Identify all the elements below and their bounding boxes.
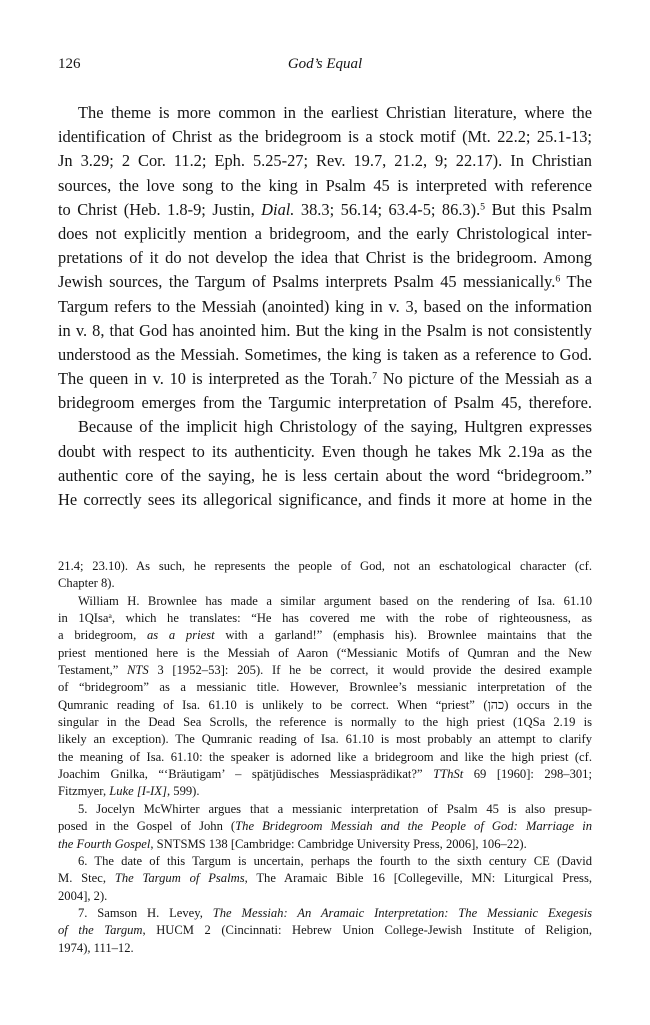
running-title: God’s Equal bbox=[287, 56, 363, 72]
footnote-line: 21.4; 23.10). As such, he represents the people of God, not an eschatological character (cf. bbox=[58, 559, 592, 573]
footnote-line: Qumranic reading of Isa. 61.10 is unlikely to be correct. When “priest” (כהן) occurs in the bbox=[58, 697, 592, 712]
body-line: Jewish sources, the Targum of Psalms interprets Psalm 45 messianically.$^6$ The bbox=[58, 272, 592, 292]
body-line: understood as the Messiah. Sometimes, the king is taken as a reference to God. bbox=[58, 344, 592, 364]
body-line: The theme is more common in the earliest Christian literature, where the bbox=[78, 103, 592, 122]
footnotes bbox=[58, 558, 592, 957]
footnote-line: 7. Samson H. Levey, The Messiah: An Aramaic Interpretation: The Messianic Exegesis bbox=[78, 905, 593, 920]
footnote-line: likely an exception). The Qumranic reading of Isa. 61.10 is most probably an attempt to clarify bbox=[58, 732, 592, 747]
body-line: to Christ (Heb. 1.8-9; Justin, Dial. 38.3; 56.14; 63.4-5; 86.3).$^5$ But this Psalm bbox=[58, 199, 592, 219]
footnote-line: Chapter 8). bbox=[58, 576, 115, 591]
footnote-line: singular in the Dead Sea Scrolls, the reference is normally to the high priest (1QSa 2.19 is bbox=[58, 715, 592, 730]
body-line: authentic core of the saying, he is less certain about the word “bridegroom.” bbox=[58, 465, 592, 485]
body-line: in v. 8, that God has anointed him. But the king in the Psalm is not consistently bbox=[58, 320, 592, 340]
footnote-line: M. Stec, The Targum of Psalms, The Aramaic Bible 16 [Collegeville, MN: Liturgical Press, bbox=[58, 871, 592, 886]
footnote-line: Testament,” NTS 3 [1952–53]: 205). If he be correct, it would provide the desired example bbox=[58, 663, 592, 678]
footnote-line: the Fourth Gospel, SNTSMS 138 [Cambridge: Cambridge University Press, 2006], 106–22). bbox=[58, 836, 527, 851]
body-line: Jn 3.29; 2 Cor. 11.2; Eph. 5.25-27; Rev. 19.7, 21.2, 9; 22.17). In Christian bbox=[58, 151, 592, 171]
footnote-line: of “bridegroom” as a messianic title. However, Brownlee’s messianic interpretation of the bbox=[58, 680, 592, 695]
footnote-line: William H. Brownlee has made a similar argument based on the rendering of Isa. 61.10 bbox=[78, 593, 592, 608]
body-line: pretations of it do not develop the idea that Christ is the bridegroom. Among bbox=[58, 248, 592, 268]
footnote-line: 2004], 2). bbox=[58, 888, 108, 903]
footnote-line: priest mentioned here is the Messiah of Aaron (“Messianic Motifs of Qumran and the New bbox=[58, 645, 592, 660]
body-line: identification of Christ as the bridegroom is a stock motif (Mt. 22.2; 25.1-13; bbox=[58, 127, 592, 147]
footnote-line: Joachim Gnilka, “‘Bräutigam’ – spätjüdisches Messiasprädikat?” TThSt 69 [1960]: 298–301; bbox=[58, 767, 592, 782]
page-number: 126 bbox=[58, 56, 81, 72]
footnote-line: 5. Jocelyn McWhirter argues that a messianic interpretation of Psalm 45 is also presup- bbox=[78, 801, 592, 816]
footnote-line: posed in the Gospel of John (The Bridegroom Messiah and the People of God: Marriage in bbox=[58, 819, 593, 834]
footnote-line: 1974), 111–12. bbox=[58, 940, 134, 955]
body-line: Because of the implicit high Christology of the saying, Hultgren expresses bbox=[78, 417, 592, 437]
body-line: doubt with respect to its authenticity. Even though he takes Mk 2.19a as the bbox=[58, 441, 592, 461]
body-line: The queen in v. 10 is interpreted as the Torah.$^7$ No picture of the Messiah as a bbox=[58, 369, 592, 389]
body-line: sources, the love song to the king in Psalm 45 is interpreted with reference bbox=[58, 175, 592, 195]
page-header bbox=[58, 56, 592, 76]
footnote-line: in 1QIsa$^a$, which he translates: “He has covered me with the robe of righteousness, as bbox=[58, 610, 592, 626]
body-line: He correctly sees its allegorical significance, and finds it more at home in the bbox=[58, 490, 592, 509]
footnote-line: the meaning of Isa. 61.10: the speaker is adorned like a bridegroom and like the high priest (cf. bbox=[58, 749, 592, 764]
body-line: Targum refers to the Messiah (anointed) king in v. 3, based on the information bbox=[58, 296, 592, 316]
footnote-line: Fitzmyer, Luke [I-IX], 599). bbox=[58, 784, 200, 799]
main-text bbox=[58, 101, 592, 512]
body-line: bridegroom emerges from the Targumic interpretation of Psalm 45, therefore. bbox=[58, 393, 592, 413]
footnote-line: 6. The date of this Targum is uncertain, perhaps the fourth to the sixth century CE (David bbox=[78, 853, 592, 868]
footnote-line: a bridegroom, as a priest with a garland!” (emphasis his). Brownlee maintains that the bbox=[58, 628, 592, 643]
body-line: does not explicitly mention a bridegroom, and the early Christological inter- bbox=[58, 223, 592, 243]
footnote-line: of the Targum, HUCM 2 (Cincinnati: Hebrew Union College-Jewish Institute of Religion, bbox=[58, 923, 592, 938]
